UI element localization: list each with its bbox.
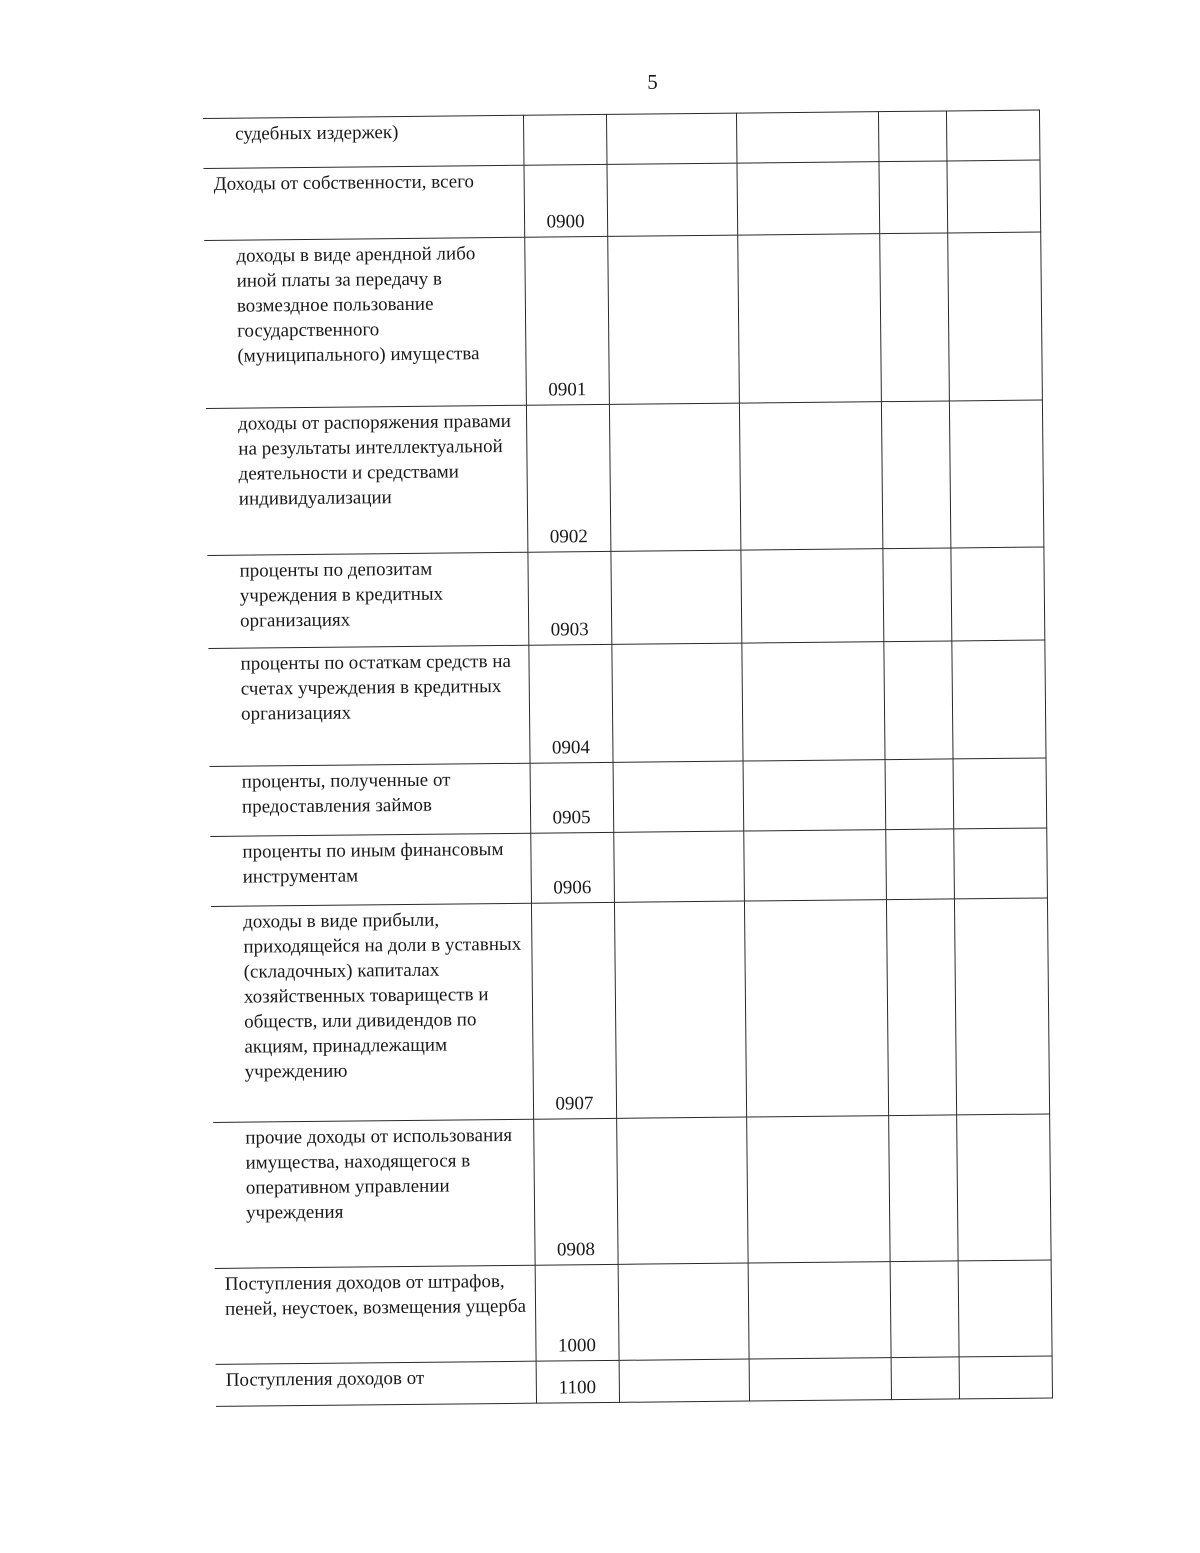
income-table	[203, 110, 1053, 1407]
value-cell	[882, 548, 951, 642]
value-cell	[607, 235, 739, 404]
value-cell	[950, 547, 1044, 641]
table-row	[210, 828, 1047, 906]
row-code: 0903	[527, 551, 611, 645]
row-name: доходы в виде прибыли, приходящейся на доли в уставных (складочных) капиталах хозяйственных товариществ и обществ, или дивидендов по акциям, принадлежащим учреждению	[243, 909, 522, 1083]
value-cell	[878, 161, 947, 234]
value-cell	[956, 1114, 1050, 1261]
value-cell	[888, 1115, 957, 1262]
value-cell	[954, 898, 1049, 1115]
table-row	[215, 1260, 1052, 1364]
value-cell	[883, 641, 952, 760]
value-cell	[610, 550, 741, 644]
value-cell	[613, 831, 744, 902]
value-cell	[749, 1358, 891, 1401]
row-name: Поступления доходов от штрафов, пеней, неустоек, возмещения ущерба	[224, 1271, 527, 1320]
table-row	[216, 1356, 1052, 1406]
table-row	[210, 758, 1047, 836]
table-row	[207, 547, 1044, 648]
value-cell	[740, 549, 883, 643]
value-cell	[736, 162, 879, 235]
value-cell	[737, 234, 881, 403]
row-code: 0904	[528, 644, 612, 763]
page-number: 5	[647, 70, 658, 94]
table-row	[204, 160, 1041, 240]
value-cell	[739, 402, 882, 550]
table-row	[211, 898, 1049, 1122]
value-cell	[606, 113, 736, 164]
table-row	[208, 640, 1045, 766]
table-row	[213, 1114, 1050, 1268]
value-cell	[879, 233, 949, 402]
value-cell	[611, 643, 742, 762]
row-code: 0908	[533, 1118, 617, 1265]
value-cell	[951, 640, 1045, 759]
value-cell	[885, 829, 954, 900]
value-cell	[741, 642, 884, 761]
value-cell	[619, 1359, 749, 1402]
value-cell	[946, 110, 1040, 161]
row-name: Доходы от собственности, всего	[213, 171, 475, 195]
value-cell	[748, 1262, 891, 1359]
row-code: 0905	[530, 762, 614, 833]
value-cell	[886, 899, 956, 1116]
row-code: 0907	[531, 902, 616, 1119]
value-cell	[609, 403, 740, 551]
value-cell	[606, 163, 737, 236]
row-code: 0901	[524, 236, 609, 405]
value-cell	[959, 1356, 1052, 1399]
value-cell	[613, 761, 744, 832]
row-name: судебных издержек)	[235, 122, 399, 145]
row-code: 1000	[535, 1264, 619, 1361]
value-cell	[958, 1260, 1052, 1357]
row-name: проценты по иным финансовым инструментам	[242, 838, 504, 888]
value-cell	[616, 1117, 747, 1264]
value-cell	[614, 901, 746, 1118]
value-cell	[891, 1357, 959, 1400]
value-cell	[953, 828, 1047, 899]
value-cell	[743, 830, 886, 901]
value-cell	[949, 400, 1043, 548]
row-name: доходы от распоряжения правами на результаты интеллектуальной деятельности и средствами индивидуализации	[237, 410, 511, 510]
value-cell	[881, 401, 950, 549]
row-code: 0900	[523, 164, 607, 237]
value-cell	[743, 760, 886, 831]
value-cell	[885, 759, 954, 830]
value-cell	[744, 900, 888, 1117]
value-cell	[890, 1261, 959, 1358]
value-cell	[947, 232, 1042, 401]
row-name: прочие доходы от использования имущества, находящегося в оперативном управлении учреждения	[245, 1124, 513, 1224]
value-cell	[736, 112, 878, 163]
row-code: 1100	[536, 1360, 619, 1403]
table-row	[203, 110, 1039, 168]
value-cell	[946, 160, 1040, 233]
value-cell	[953, 758, 1047, 829]
value-cell	[618, 1263, 749, 1360]
row-name: проценты по остаткам средств на счетах учреждения в кредитных организациях	[240, 650, 511, 725]
row-code: 0902	[526, 404, 610, 552]
row-name: Поступления доходов от	[225, 1367, 425, 1391]
row-code: 0906	[530, 832, 614, 903]
value-cell	[878, 111, 947, 162]
row-name: проценты по депозитам учреждения в кредитных организациях	[239, 558, 444, 632]
row-name: проценты, полученные от предоставления займов	[241, 769, 451, 818]
table-row	[206, 400, 1043, 555]
row-name: доходы в виде арендной либо иной платы за передачу в возмездное пользование государственного (муниципального) имущества	[236, 243, 480, 367]
value-cell	[746, 1116, 889, 1263]
row-code	[523, 114, 607, 165]
table-row	[204, 232, 1042, 408]
